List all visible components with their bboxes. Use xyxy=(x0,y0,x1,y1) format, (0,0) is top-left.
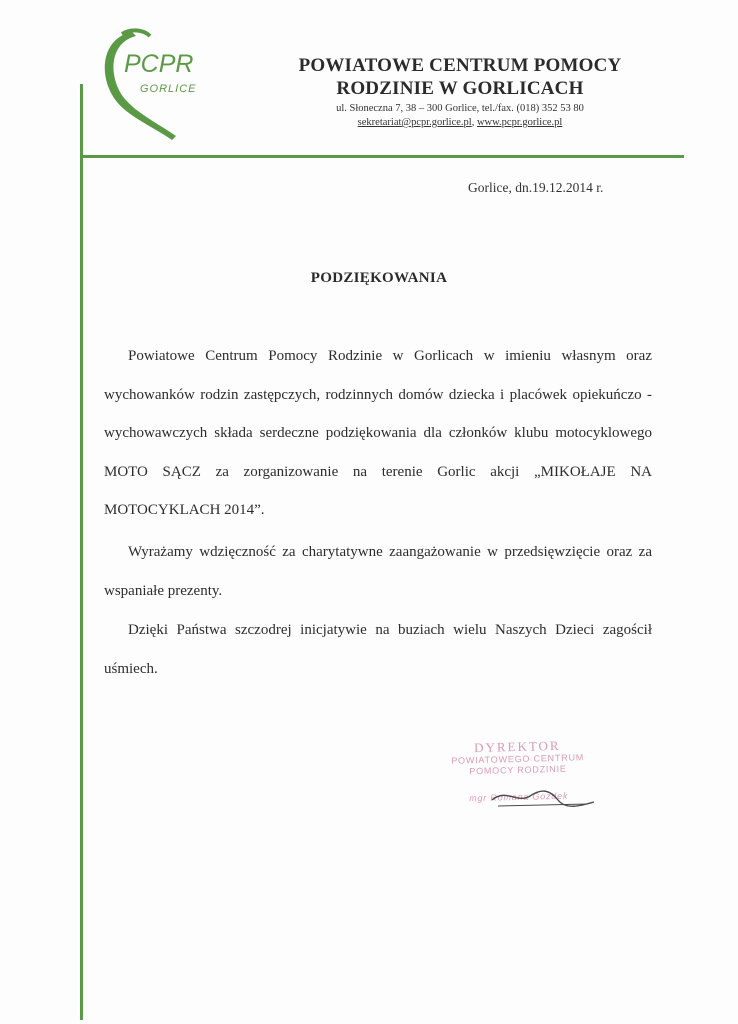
contact-separator: , xyxy=(471,117,477,128)
stamp-title: DYREKTOR xyxy=(473,737,561,756)
stamp-director-name: mgr Romana Gozdek xyxy=(468,790,569,804)
left-margin-rule xyxy=(80,84,83,1020)
logo-text-pcpr: PCPR xyxy=(124,50,194,78)
email-link[interactable]: sekretariat@pcpr.gorlice.pl xyxy=(357,117,472,128)
paragraph-3: Dzięki Państwa szczodrej inicjatywie na buziach wielu Naszych Dzieci zagościł uśmiech. xyxy=(104,622,652,677)
stamp-institution-line2: POMOCY RODZINIE xyxy=(469,763,567,777)
header-rule xyxy=(80,155,684,158)
paragraph-1: Powiatowe Centrum Pomocy Rodzinie w Gorlicach w imieniu własnym oraz wychowanków rodzin zastępczych, rodzinnych domów dziecka i placówek opiekuńczo - wychowawczych składa serdeczne podziękowania dla członków klubu motocyklowego MOTO SĄCZ za zorganizowanie na terenie Gorlic akcji „MIKOŁAJE NA MOTOCYKLACH 2014”. xyxy=(104,348,652,518)
letter-date: Gorlice, dn.19.12.2014 r. xyxy=(468,180,604,195)
contact-line xyxy=(240,116,680,130)
pcpr-logo xyxy=(96,26,226,146)
handwritten-signature xyxy=(488,780,598,816)
address-line: ul. Słoneczna 7, 38 – 300 Gorlice, tel./fax. (018) 352 53 80 xyxy=(336,103,584,114)
org-name-line1: POWIATOWE CENTRUM POMOCY xyxy=(298,55,622,76)
paragraph-2: Wyrażamy wdzięczność za charytatywne zaangażowanie w przedsięwzięcie oraz za wspaniałe prezenty. xyxy=(104,544,652,599)
logo-text-gorlice: GORLICE xyxy=(140,83,197,95)
organization-name xyxy=(240,54,680,100)
stamp-institution-line1: POWIATOWEGO CENTRUM xyxy=(451,752,585,766)
website-link[interactable]: www.pcpr.gorlice.pl xyxy=(476,117,563,128)
org-name-line2: RODZINIE W GORLICACH xyxy=(336,78,584,99)
organization-address xyxy=(240,102,680,130)
letter-title: PODZIĘKOWANIA xyxy=(310,270,448,286)
